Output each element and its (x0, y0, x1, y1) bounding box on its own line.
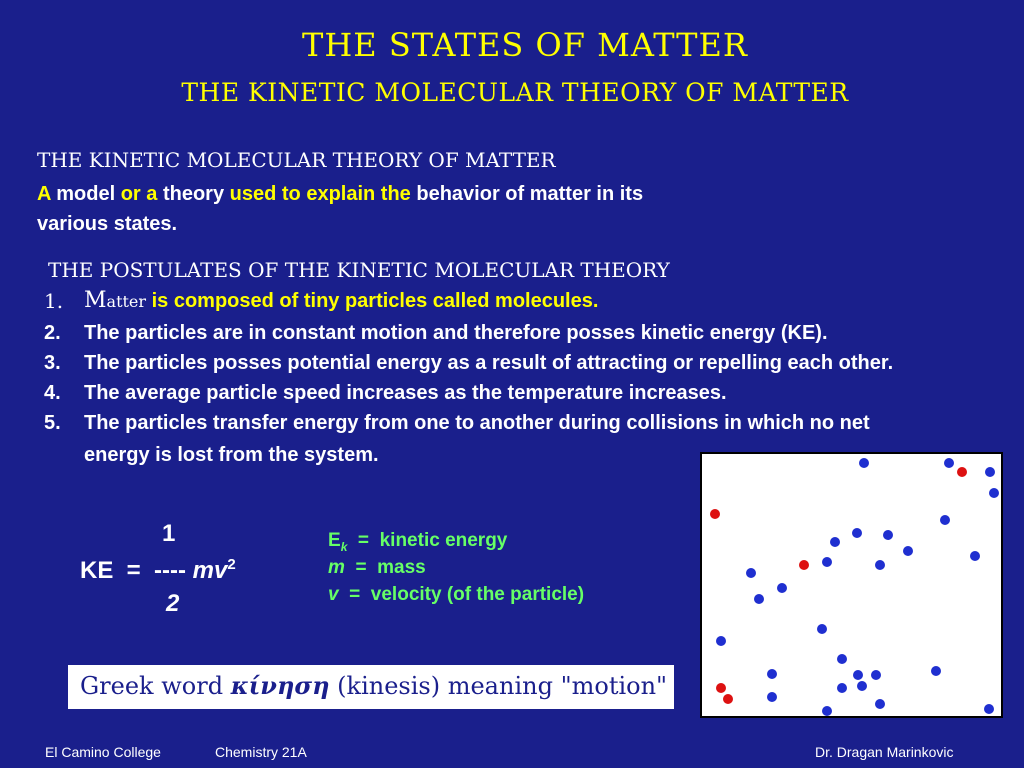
formula-main (80, 556, 236, 585)
postulate-5-text-line2: energy is lost from the system. (84, 444, 379, 466)
legend-equals: = (344, 557, 378, 578)
postulate-2-text: The particles are in constant motion and therefore posses kinetic energy (KE). (84, 322, 828, 344)
blue-particle (970, 551, 980, 561)
definition-theory: theory (157, 183, 230, 205)
postulates-heading: THE POSTULATES OF THE KINETIC MOLECULAR THEORY (48, 258, 670, 282)
red-particle (716, 683, 726, 693)
blue-particle (837, 683, 847, 693)
definition-rest: behavior of matter in its various states. (37, 183, 644, 235)
blue-particle (767, 692, 777, 702)
greek-suffix: (kinesis) meaning "motion" (329, 672, 668, 700)
legend-m (328, 557, 426, 579)
postulate-1-lead (84, 288, 146, 313)
footer-college: El Camino College (45, 744, 161, 760)
red-particle (723, 694, 733, 704)
blue-particle (837, 654, 847, 664)
blue-particle (853, 670, 863, 680)
blue-particle (746, 568, 756, 578)
particle-diagram (700, 452, 1003, 718)
definition-a: A (37, 183, 51, 205)
blue-particle (931, 666, 941, 676)
blue-particle (817, 624, 827, 634)
postulate-number: 5. (44, 412, 61, 434)
blue-particle (944, 458, 954, 468)
legend-meaning: mass (377, 557, 426, 578)
blue-particle (989, 488, 999, 498)
postulate-1-lead-big: M (84, 288, 107, 313)
formula-exponent: 2 (227, 556, 236, 573)
definition-model: model (50, 183, 121, 205)
blue-particle (984, 704, 994, 714)
blue-particle (777, 583, 787, 593)
postulate-5-text: The particles transfer energy from one to another during collisions in which no net (84, 412, 870, 434)
formula-denominator: 2 (166, 590, 180, 617)
legend-symbol: E (328, 530, 341, 551)
postulate-1-lead-small: atter (106, 292, 147, 311)
blue-particle (767, 669, 777, 679)
footer-author: Dr. Dragan Marinkovic (815, 744, 954, 760)
legend-subscript: k (340, 539, 348, 554)
legend-symbol: m (328, 557, 345, 578)
definition-or-a: or a (120, 183, 158, 205)
footer-course: Chemistry 21A (215, 744, 307, 760)
blue-particle (857, 681, 867, 691)
legend-equals: = (347, 530, 380, 551)
greek-word: κίνηση (230, 671, 330, 700)
legend-meaning: velocity (of the particle) (370, 584, 585, 605)
blue-particle (852, 528, 862, 538)
legend-symbol: v (328, 584, 339, 605)
legend-equals: = (338, 584, 371, 605)
definition-heading: THE KINETIC MOLECULAR THEORY OF MATTER (37, 148, 556, 172)
greek-prefix: Greek word (80, 672, 231, 700)
legend-v (328, 584, 584, 606)
red-particle (957, 467, 967, 477)
definition-used: used to explain the (229, 183, 411, 205)
greek-word-box (68, 665, 674, 709)
postulate-number: 1. (44, 289, 64, 313)
blue-particle (754, 594, 764, 604)
blue-particle (871, 670, 881, 680)
blue-particle (903, 546, 913, 556)
formula-mv: mv (192, 557, 228, 584)
postulate-number: 2. (44, 322, 61, 344)
blue-particle (875, 699, 885, 709)
legend-meaning: kinetic energy (379, 530, 508, 551)
postulate-number: 3. (44, 352, 61, 374)
blue-particle (822, 706, 832, 716)
red-particle (799, 560, 809, 570)
legend-ek (328, 530, 507, 554)
blue-particle (940, 515, 950, 525)
postulate-1-text: is composed of tiny particles called molecules. (146, 290, 599, 312)
formula-lhs: KE = ---- (80, 557, 193, 584)
postulate-4-text: The average particle speed increases as the temperature increases. (84, 382, 727, 404)
red-particle (710, 509, 720, 519)
blue-particle (875, 560, 885, 570)
blue-particle (883, 530, 893, 540)
slide-subtitle: THE KINETIC MOLECULAR THEORY OF MATTER (181, 78, 849, 107)
postulate-3-text: The particles posses potential energy as a result of attracting or repelling each other. (84, 352, 894, 374)
slide-title: THE STATES OF MATTER (302, 26, 748, 64)
formula-numerator: 1 (162, 520, 176, 547)
blue-particle (859, 458, 869, 468)
blue-particle (830, 537, 840, 547)
blue-particle (716, 636, 726, 646)
blue-particle (822, 557, 832, 567)
blue-particle (985, 467, 995, 477)
definition-text (37, 179, 697, 239)
postulate-number: 4. (44, 382, 61, 404)
